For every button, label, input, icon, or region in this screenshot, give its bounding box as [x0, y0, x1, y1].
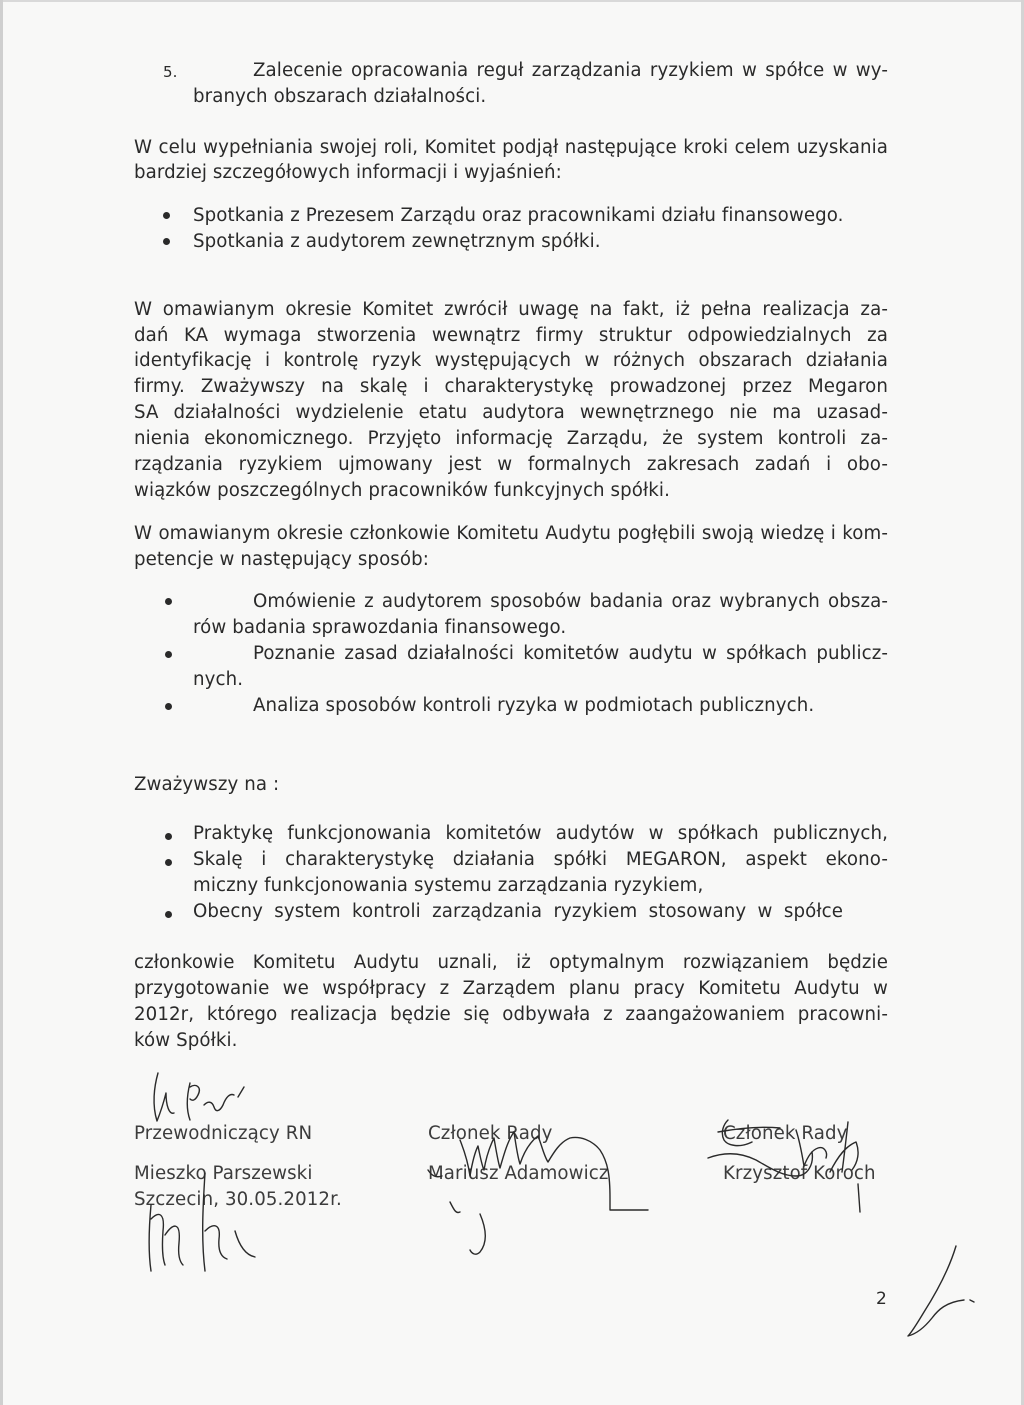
list-2-item-1-line-2: rów badania sprawozdania finansowego.: [193, 617, 567, 638]
list-2-item-3-line-1: Analiza sposobów kontroli ryzyka w podmiotach publicznych.: [253, 695, 815, 716]
member-2-signature: [700, 1100, 890, 1215]
bullet-icon: [165, 598, 172, 605]
list-2-item-2-line-2: nych.: [193, 669, 244, 690]
bullet-icon: [165, 703, 172, 710]
member-1-signature: [420, 1110, 650, 1260]
bullet-icon: [163, 212, 170, 219]
list-3-item-3-line-1: Obecny system kontroli zarządzania ryzykiem stosowany w spółce: [193, 901, 843, 922]
place-date: Szczecin, 30.05.2012r.: [134, 1189, 342, 1210]
paragraph-2-line-2: dań KA wymaga stworzenia wewnątrz firmy struktur odpowiedzialnych za: [134, 325, 888, 346]
considering-heading: Zważywszy na :: [134, 774, 280, 795]
list-1-item-2: Spotkania z audytorem zewnętrznym spółki.: [193, 231, 601, 252]
list-1-item-1: Spotkania z Prezesem Zarządu oraz pracownikami działu finansowego.: [193, 205, 844, 226]
bullet-icon: [163, 238, 170, 245]
item-text-line-1: Zalecenie opracowania reguł zarządzania ryzykiem w spółce w wy-: [253, 60, 888, 81]
list-2-item-2-line-1: Poznanie zasad działalności komitetów audytu w spółkach publicz-: [253, 643, 888, 664]
bullet-icon: [165, 911, 172, 918]
page-edge-left: [0, 0, 3, 1405]
paragraph-2-line-3: identyfikację i kontrolę ryzyk występujących w różnych obszarach działania: [134, 350, 888, 371]
conclusion-line-4: ków Spółki.: [134, 1030, 238, 1051]
member-1-name: Mariusz Adamowicz: [428, 1163, 609, 1184]
paragraph-2-line-4: firmy. Zważywszy na skalę i charakterystykę prowadzonej przez Megaron: [134, 376, 888, 397]
conclusion-line-2: przygotowanie we współpracy z Zarządem planu pracy Komitetu Audytu w: [134, 978, 888, 999]
paragraph-2-line-7: rządzania ryzykiem ujmowany jest w formalnych zakresach zadań i obo-: [134, 454, 888, 475]
page-number: 2: [876, 1289, 887, 1309]
paragraph-2-line-8: wiązków poszczególnych pracowników funkcyjnych spółki.: [134, 480, 670, 501]
paragraph-2-line-5: SA działalności wydzielenie etatu audytora wewnętrznego nie ma uzasad-: [134, 402, 888, 423]
list-3-item-2-line-2: miczny funkcjonowania systemu zarządzania ryzykiem,: [193, 875, 704, 896]
paragraph-1-line-1: W celu wypełniania swojej roli, Komitet podjął następujące kroki celem uzyskania: [134, 137, 888, 158]
paragraph-1-line-2: bardziej szczegółowych informacji i wyjaśnień:: [134, 162, 562, 183]
member-1-role: Członek Rady: [428, 1123, 553, 1144]
conclusion-line-1: członkowie Komitetu Audytu uznali, iż optymalnym rozwiązaniem będzie: [134, 952, 888, 973]
item-number: 5.: [163, 63, 178, 81]
bullet-icon: [165, 833, 172, 840]
chair-signature: [135, 1165, 275, 1280]
list-3-item-1-line-1: Praktykę funkcjonowania komitetów audytów w spółkach publicznych,: [193, 823, 888, 844]
paragraph-2-line-6: nienia ekonomicznego. Przyjęto informację Zarządu, że system kontroli za-: [134, 428, 888, 449]
paragraph-2-line-1: W omawianym okresie Komitet zwrócił uwagę na fakt, iż pełna realizacja za-: [134, 299, 888, 320]
bullet-icon: [165, 859, 172, 866]
member-2-role: Członek Rady: [723, 1123, 848, 1144]
chair-role: Przewodniczący RN: [134, 1123, 313, 1144]
paragraph-3-line-2: petencje w następujący sposób:: [134, 549, 429, 570]
paragraph-3-line-1: W omawianym okresie członkowie Komitetu Audytu pogłębili swoją wiedzę i kom-: [134, 523, 888, 544]
conclusion-line-3: 2012r, którego realizacja będzie się odbywała z zaangażowaniem pracowni-: [134, 1004, 888, 1025]
item-text-line-2: branych obszarach działalności.: [193, 86, 487, 107]
chair-initials-signature: [140, 1065, 280, 1130]
list-2-item-1-line-1: Omówienie z audytorem sposobów badania oraz wybranych obsza-: [253, 591, 888, 612]
page-initials-mark: [890, 1240, 980, 1340]
page-edge-top: [0, 0, 1024, 2]
member-2-name: Krzysztof Koroch: [723, 1163, 876, 1184]
bullet-icon: [165, 651, 172, 658]
list-3-item-2-line-1: Skalę i charakterystykę działania spółki MEGARON, aspekt ekono-: [193, 849, 888, 870]
chair-name: Mieszko Parszewski: [134, 1163, 313, 1184]
